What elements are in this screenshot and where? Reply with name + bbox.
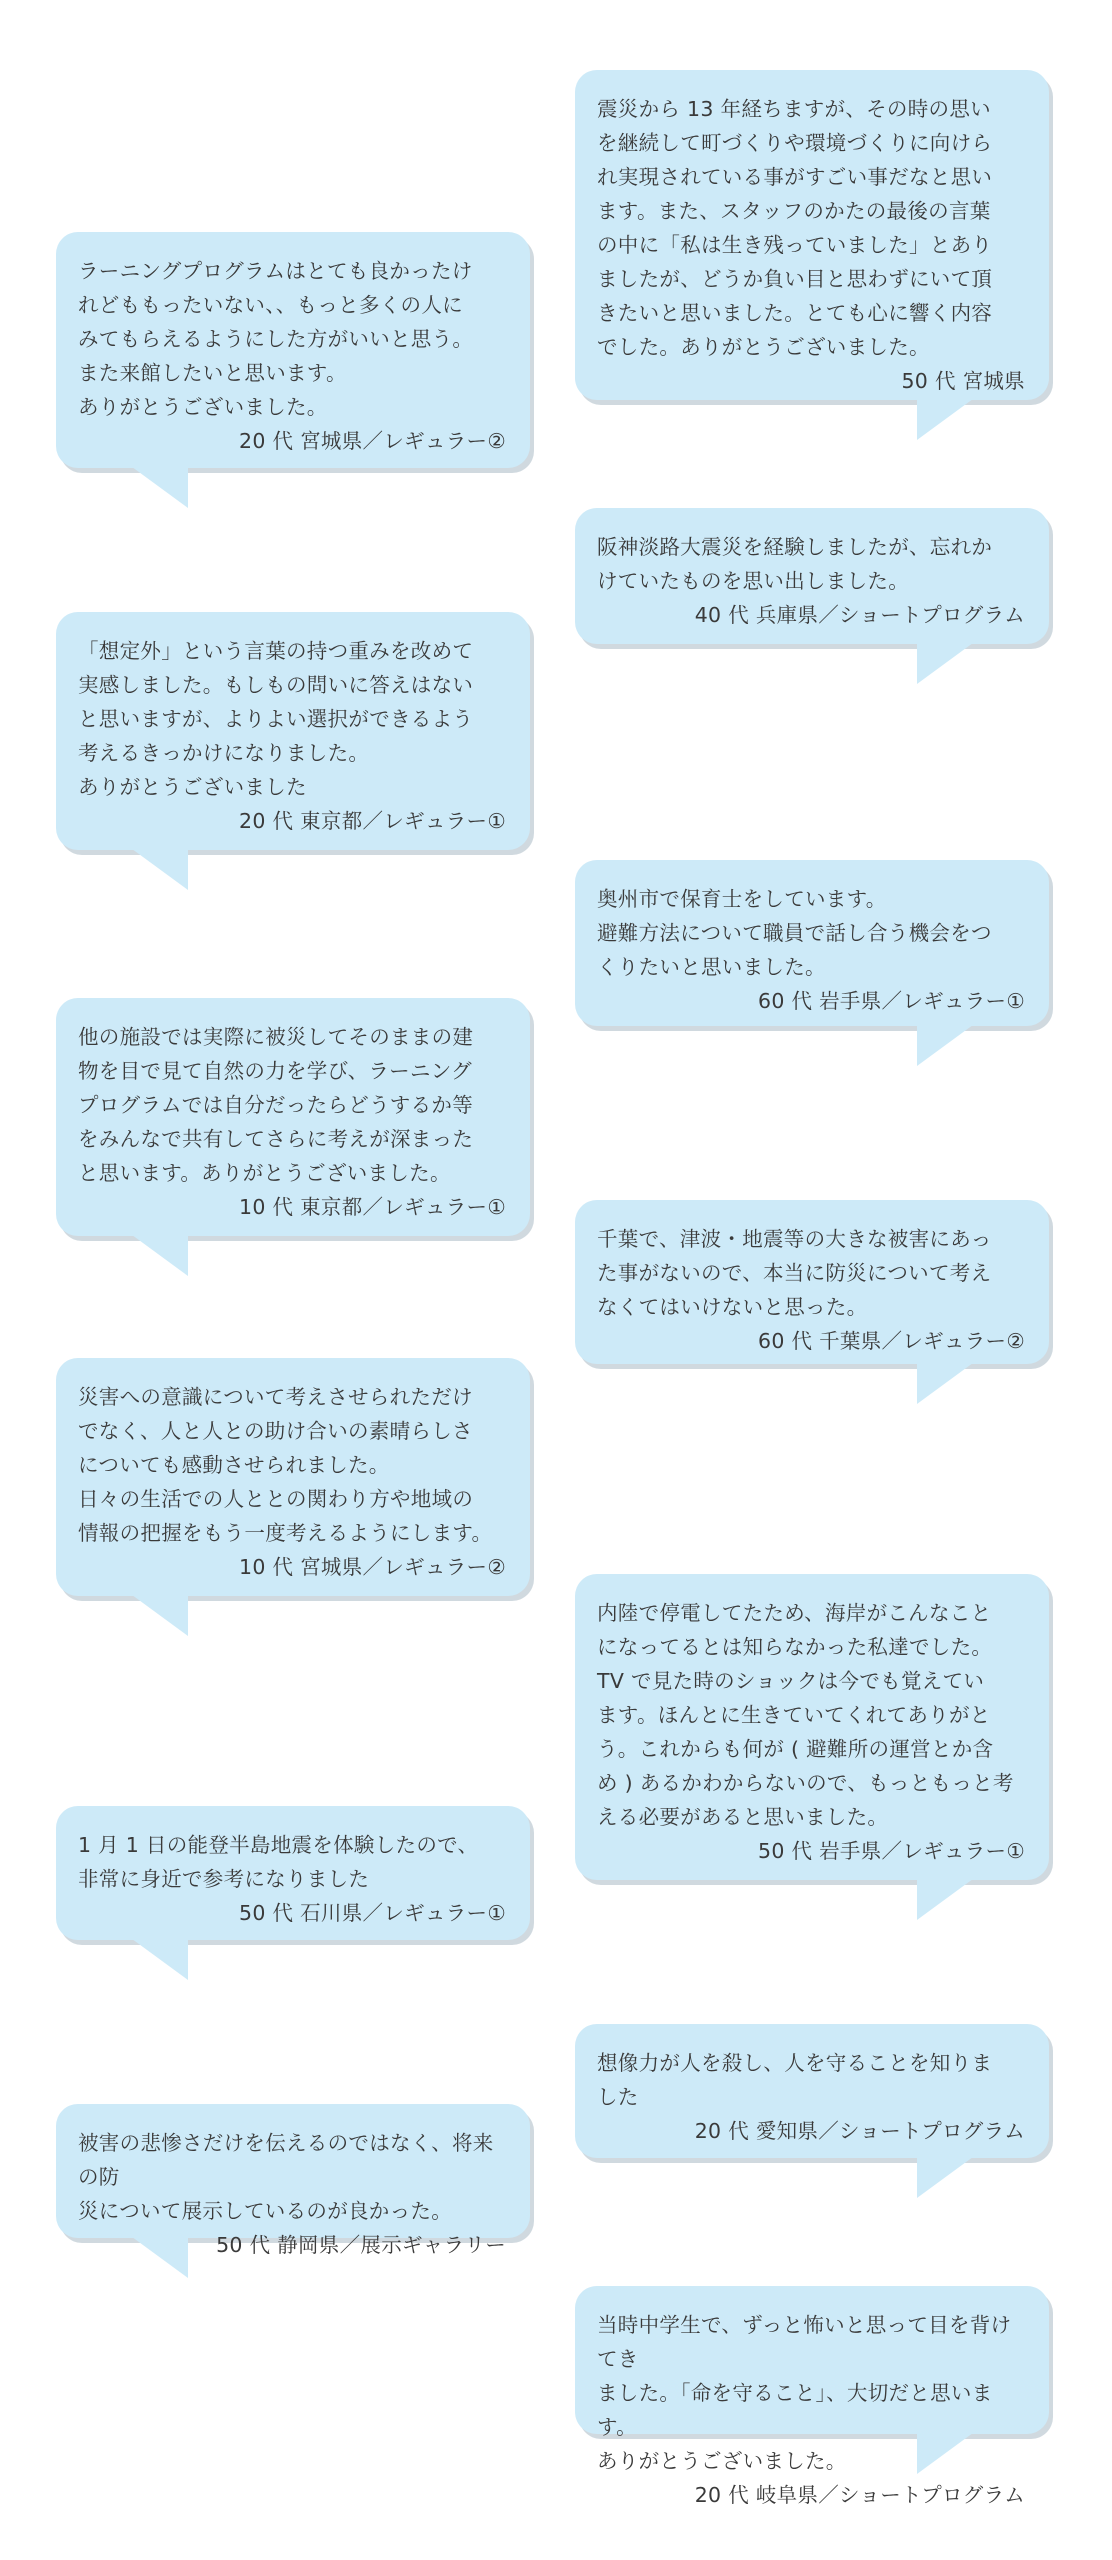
bubble-tail xyxy=(917,1022,977,1066)
comment-author: 50 代 静岡県／展示ギャラリー xyxy=(216,2233,506,2257)
comment-bubble xyxy=(56,1806,530,1940)
comment-text: 当時中学生で、ずっと怖いと思って目を背けてき ました。「命を守ること」、大切だと思います。 ありがとうございました。 xyxy=(597,2313,1012,2473)
comment-author: 20 代 東京都／レギュラー① xyxy=(239,809,506,833)
comment-bubble xyxy=(575,1574,1049,1880)
comment-text: 「想定外」という言葉の持つ重みを改めて 実感しました。もしもの問いに答えはない と思いますが、よりよい選択ができるよう 考えるきっかけになりました。 ありがとうございました xyxy=(78,639,474,799)
comment-author: 60 代 岩手県／レギュラー① xyxy=(758,989,1025,1013)
comment-bubble xyxy=(56,998,530,1236)
bubble-tail xyxy=(128,1936,188,1980)
bubble-tail xyxy=(917,396,977,440)
bubble-tail xyxy=(128,846,188,890)
comment-text: ラーニングプログラムはとても良かったけ れどももったいない、、もっと多くの人に みてもらえるようにした方がいいと思う。 また来館したいと思います。 ありがとうございました。 xyxy=(78,259,474,419)
comment-text: 1 月 1 日の能登半島地震を体験したので、 非常に身近で参考になりました xyxy=(78,1833,479,1891)
comment-text: 被害の悲惨さだけを伝えるのではなく、将来の防 災について展示しているのが良かった。 xyxy=(78,2131,494,2223)
comment-bubble xyxy=(575,2286,1049,2507)
bubble-tail xyxy=(917,1360,977,1404)
comment-author: 40 代 兵庫県／ショートプログラム xyxy=(694,603,1025,627)
comment-bubble xyxy=(56,2104,530,2257)
comment-text: 震災から 13 年経ちますが、その時の思い を継続して町づくりや環境づくりに向けら れ実現されている事がすごい事だなと思い ます。また、スタッフのかたの最後の言葉 の中に「私は生き残っていました」とあり ましたが、どうか負い目と思わずにいて頂 きたいと思いました。とても心に響く内容 でした。ありがとうございました。 xyxy=(597,97,993,359)
comment-text: 奥州市で保育士をしています。 避難方法について職員で話し合う機会をつ くりたいと思いました。 xyxy=(597,887,992,979)
comment-author: 50 代 岩手県／レギュラー① xyxy=(758,1839,1025,1863)
comment-bubble xyxy=(56,232,530,468)
comment-bubble xyxy=(575,70,1049,400)
bubble-tail xyxy=(128,1232,188,1276)
comment-author: 20 代 岐阜県／ショートプログラム xyxy=(694,2483,1025,2507)
comment-text: 他の施設では実際に被災してそのままの建 物を目で見て自然の力を学び、ラーニング プログラムでは自分だったらどうするか等 をみんなで共有してさらに考えが深まった と思います。ありがとうございました。 xyxy=(78,1025,474,1185)
bubble-tail xyxy=(917,1876,977,1920)
comment-author: 10 代 東京都／レギュラー① xyxy=(239,1195,506,1219)
comment-author: 20 代 宮城県／レギュラー② xyxy=(239,429,506,453)
bubble-tail xyxy=(128,1592,188,1636)
bubble-tail xyxy=(917,640,977,684)
comment-bubble xyxy=(575,860,1049,1026)
comment-author: 50 代 宮城県 xyxy=(901,369,1025,393)
bubble-tail xyxy=(128,464,188,508)
comment-author: 20 代 愛知県／ショートプログラム xyxy=(694,2119,1025,2143)
comment-bubble xyxy=(575,2024,1049,2158)
comment-text: 想像力が人を殺し、人を守ることを知りま した xyxy=(597,2051,993,2109)
comment-bubble xyxy=(575,508,1049,644)
comment-text: 災害への意識について考えさせられただけ でなく、人と人との助け合いの素晴らしさ についても感動させられました。 日々の生活での人ととの関わり方や地域の 情報の把握をもう一度考えるようにします。 xyxy=(78,1385,493,1545)
comment-text: 千葉で、津波・地震等の大きな被害にあっ た事がないので、本当に防災について考え なくてはいけないと思った。 xyxy=(597,1227,992,1319)
comment-text: 内陸で停電してたため、海岸がこんなこと になってるとは知らなかった私達でした。 TV で見た時のショックは今でも覚えてい ます。ほんとに生きていてくれてありがと う。これからも何が ( 避難所の運営とか含 め ) あるかわからないので、もっともっと考 える必要があると思いました。 xyxy=(597,1601,1014,1829)
comment-author: 50 代 石川県／レギュラー① xyxy=(239,1901,506,1925)
comment-author: 60 代 千葉県／レギュラー② xyxy=(758,1329,1025,1353)
comment-author: 10 代 宮城県／レギュラー② xyxy=(239,1555,506,1579)
comment-text: 阪神淡路大震災を経験しましたが、忘れか けていたものを思い出しました。 xyxy=(597,535,993,593)
comment-bubble xyxy=(56,1358,530,1596)
bubble-tail xyxy=(917,2154,977,2198)
comment-bubble xyxy=(56,612,530,850)
comment-bubble xyxy=(575,1200,1049,1364)
